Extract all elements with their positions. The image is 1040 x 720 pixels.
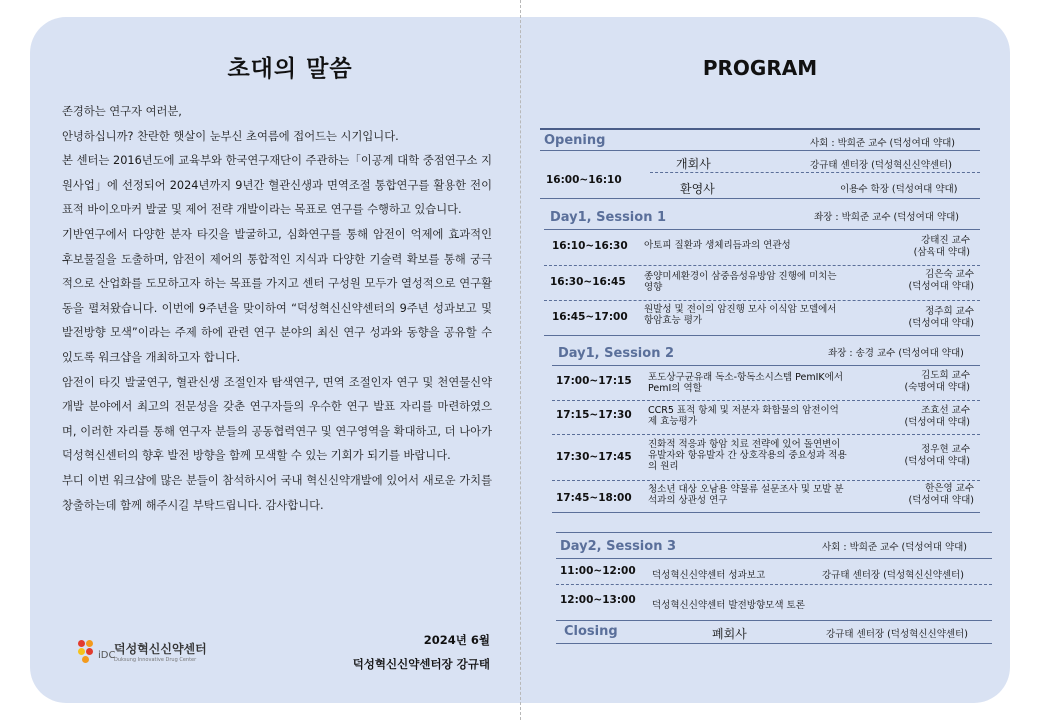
divider xyxy=(552,400,980,401)
divider xyxy=(544,300,980,301)
talk-topic: 진화적 적응과 항암 치료 전략에 있어 돌연변이 유발자와 항유발자 간 상호작용의 중요성과 적용의 원리 xyxy=(648,439,847,472)
speaker-name: 조효선 교수 xyxy=(921,405,970,416)
letter-paragraph: 부디 이번 워크샵에 많은 분들이 참석하시어 국내 혁신신약개발에 있어서 새로운 가치를 창출하는데 함께 해주시길 부탁드립니다. 감사합니다. xyxy=(62,473,492,512)
session1-chair: 좌장 : 박희준 교수 (덕성여대 약대) xyxy=(814,212,960,223)
speaker-affiliation: (삼육대 약대) xyxy=(913,247,970,258)
opening-item-speaker: 이용수 학장 (덕성여대 약대) xyxy=(840,184,958,195)
divider xyxy=(552,480,980,481)
divider xyxy=(552,365,980,366)
talk-topic: 원발성 및 전이의 암진행 모사 이식암 모델에서 항암효능 평가 xyxy=(644,304,837,326)
talk-time: 17:45~18:00 xyxy=(556,492,632,504)
session3-heading: Day2, Session 3 xyxy=(560,539,677,554)
fold-line xyxy=(520,0,521,720)
divider xyxy=(544,335,980,336)
talk-topic: CCR5 표적 항체 및 저분자 화합물의 암전이억제 효능평가 xyxy=(648,405,839,427)
divider xyxy=(552,434,980,435)
divider xyxy=(556,532,992,533)
divider xyxy=(540,150,980,151)
letter-paragraph: 안녕하십니까? 찬란한 햇살이 눈부신 초여름에 접어드는 시기입니다. xyxy=(62,129,399,143)
invitation-letter xyxy=(62,100,492,518)
talk-speaker xyxy=(870,306,974,330)
item-topic: 덕성혁신신약센터 성과보고 xyxy=(652,570,766,581)
speaker-affiliation: (숙명여대 약대) xyxy=(904,382,970,393)
opening-item-speaker: 강규태 센터장 (덕성혁신신약센터) xyxy=(810,160,952,171)
session1-heading: Day1, Session 1 xyxy=(550,210,667,225)
program-title: PROGRAM xyxy=(702,56,818,80)
divider xyxy=(556,643,992,644)
talk-topic: 포도상구균유래 독소-항독소시스템 PemIK에서 PemI의 역할 xyxy=(648,372,843,394)
talk-speaker xyxy=(870,269,974,293)
letter-paragraph: 본 센터는 2016년도에 교육부와 한국연구재단이 주관하는「이공계 대학 중점연구소 지원사업」에 선정되어 2024년까지 9년간 혈관신생과 면역조절 통합연구를 활용한 전이 표적 바이오마커 발굴 및 제어 전략 개발이라는 목표로 연구를 수행하고 있습니다. xyxy=(62,154,492,217)
talk-speaker xyxy=(870,444,970,468)
item-speaker: 강규태 센터장 (덕성혁신신약센터) xyxy=(822,570,964,581)
speaker-name: 강태진 교수 xyxy=(921,235,970,246)
divider xyxy=(650,172,980,173)
letter-paragraph: 존경하는 연구자 여러분, xyxy=(62,105,182,118)
divider xyxy=(556,558,992,559)
talk-speaker xyxy=(870,405,970,429)
logo-mark-text: iDC xyxy=(98,650,116,661)
speaker-affiliation: (덕성여대 약대) xyxy=(904,417,970,428)
divider xyxy=(556,584,992,585)
closing-title: 폐회사 xyxy=(712,627,747,641)
talk-time: 17:30~17:45 xyxy=(556,451,632,463)
session2-chair: 좌장 : 송경 교수 (덕성여대 약대) xyxy=(828,348,964,359)
divider xyxy=(556,620,992,621)
letter-signer: 덕성혁신신약센터장 강규태 xyxy=(352,657,490,671)
letter-paragraph: 암전이 타깃 발굴연구, 혈관신생 조절인자 탐색연구, 면역 조절인자 연구 및 천연물신약 개발 분야에서 최고의 전문성을 갖춘 연구자들의 우수한 연구 발표 자리를 마련하였으며, 이러한 자리를 통해 연구자 분들의 공동협력연구 및 연구영역을 확대하고, 더 나아가 덕성혁신센터의 향후 발전 방향을 함께 모색할 수 있는 기회가 되기를 바랍니다. xyxy=(62,375,492,463)
idc-logo xyxy=(78,638,238,668)
opening-item-title: 개회사 xyxy=(676,157,711,171)
divider xyxy=(544,265,980,266)
logo-tagline: Duksung Innovative Drug Center xyxy=(114,657,197,663)
speaker-affiliation: (덕성여대 약대) xyxy=(908,281,974,292)
closing-speaker: 강규태 센터장 (덕성혁신신약센터) xyxy=(826,629,968,640)
item-time: 12:00~13:00 xyxy=(560,594,636,606)
opening-time: 16:00~16:10 xyxy=(546,174,622,186)
speaker-affiliation: (덕성여대 약대) xyxy=(908,318,974,329)
opening-heading: Opening xyxy=(544,133,606,148)
talk-speaker xyxy=(870,483,974,507)
divider xyxy=(544,229,980,230)
speaker-name: 한은영 교수 xyxy=(925,483,974,494)
talk-time: 17:00~17:15 xyxy=(556,375,632,387)
session2-heading: Day1, Session 2 xyxy=(558,346,675,361)
divider xyxy=(540,198,980,199)
divider xyxy=(552,512,980,513)
speaker-name: 김도희 교수 xyxy=(921,370,970,381)
logo-name: 덕성혁신신약센터 xyxy=(114,642,207,656)
idc-logo-icon xyxy=(78,640,100,664)
letter-paragraph: 기반연구에서 다양한 분자 타깃을 발굴하고, 심화연구를 통해 암전이 억제에 효과적인 후보물질을 도출하며, 암전이 제어의 통합적인 지식과 다양한 기술력 확보를 통해 궁극적으로 산업화를 도모하고자 하는 목표를 가지고 센터 구성원 모두가 열성적으로 연구활동을 펼쳐왔습니다. 이번에 9주년을 맞이하여 “덕성혁신신약센터의 9주년 성과보고 및 발전방향 모색”이라는 주제 하에 관련 연구 분야의 최신 연구 성과와 동향을 공유할 수 있도록 워크샵을 개최하고자 합니다. xyxy=(62,227,492,364)
divider xyxy=(540,128,980,130)
item-time: 11:00~12:00 xyxy=(560,565,636,577)
invitation-title: 초대의 말씀 xyxy=(227,56,353,82)
talk-topic: 아토피 질환과 생체리듬과의 연관성 xyxy=(644,240,791,251)
speaker-name: 정주희 교수 xyxy=(925,306,974,317)
talk-topic: 종양미세환경이 삼중음성유방암 진행에 미치는 영향 xyxy=(644,271,837,293)
speaker-affiliation: (덕성여대 약대) xyxy=(904,456,970,467)
letter-date: 2024년 6월 xyxy=(423,633,490,647)
talk-time: 16:30~16:45 xyxy=(550,276,626,288)
speaker-name: 김은숙 교수 xyxy=(925,269,974,280)
speaker-affiliation: (덕성여대 약대) xyxy=(908,495,974,506)
item-topic: 덕성혁신신약센터 발전방향모색 토론 xyxy=(652,600,805,611)
talk-speaker xyxy=(870,370,970,394)
speaker-name: 정우현 교수 xyxy=(921,444,970,455)
session3-chair: 사회 : 박희준 교수 (덕성여대 약대) xyxy=(822,542,968,553)
talk-topic: 청소년 대상 오남용 약물류 설문조사 및 모발 분석과의 상관성 연구 xyxy=(648,484,844,506)
opening-item-title: 환영사 xyxy=(680,182,715,196)
talk-time: 16:45~17:00 xyxy=(552,311,628,323)
closing-heading: Closing xyxy=(564,624,618,639)
talk-time: 17:15~17:30 xyxy=(556,409,632,421)
talk-time: 16:10~16:30 xyxy=(552,240,628,252)
opening-chair: 사회 : 박희준 교수 (덕성여대 약대) xyxy=(810,138,956,149)
talk-speaker xyxy=(870,235,970,259)
